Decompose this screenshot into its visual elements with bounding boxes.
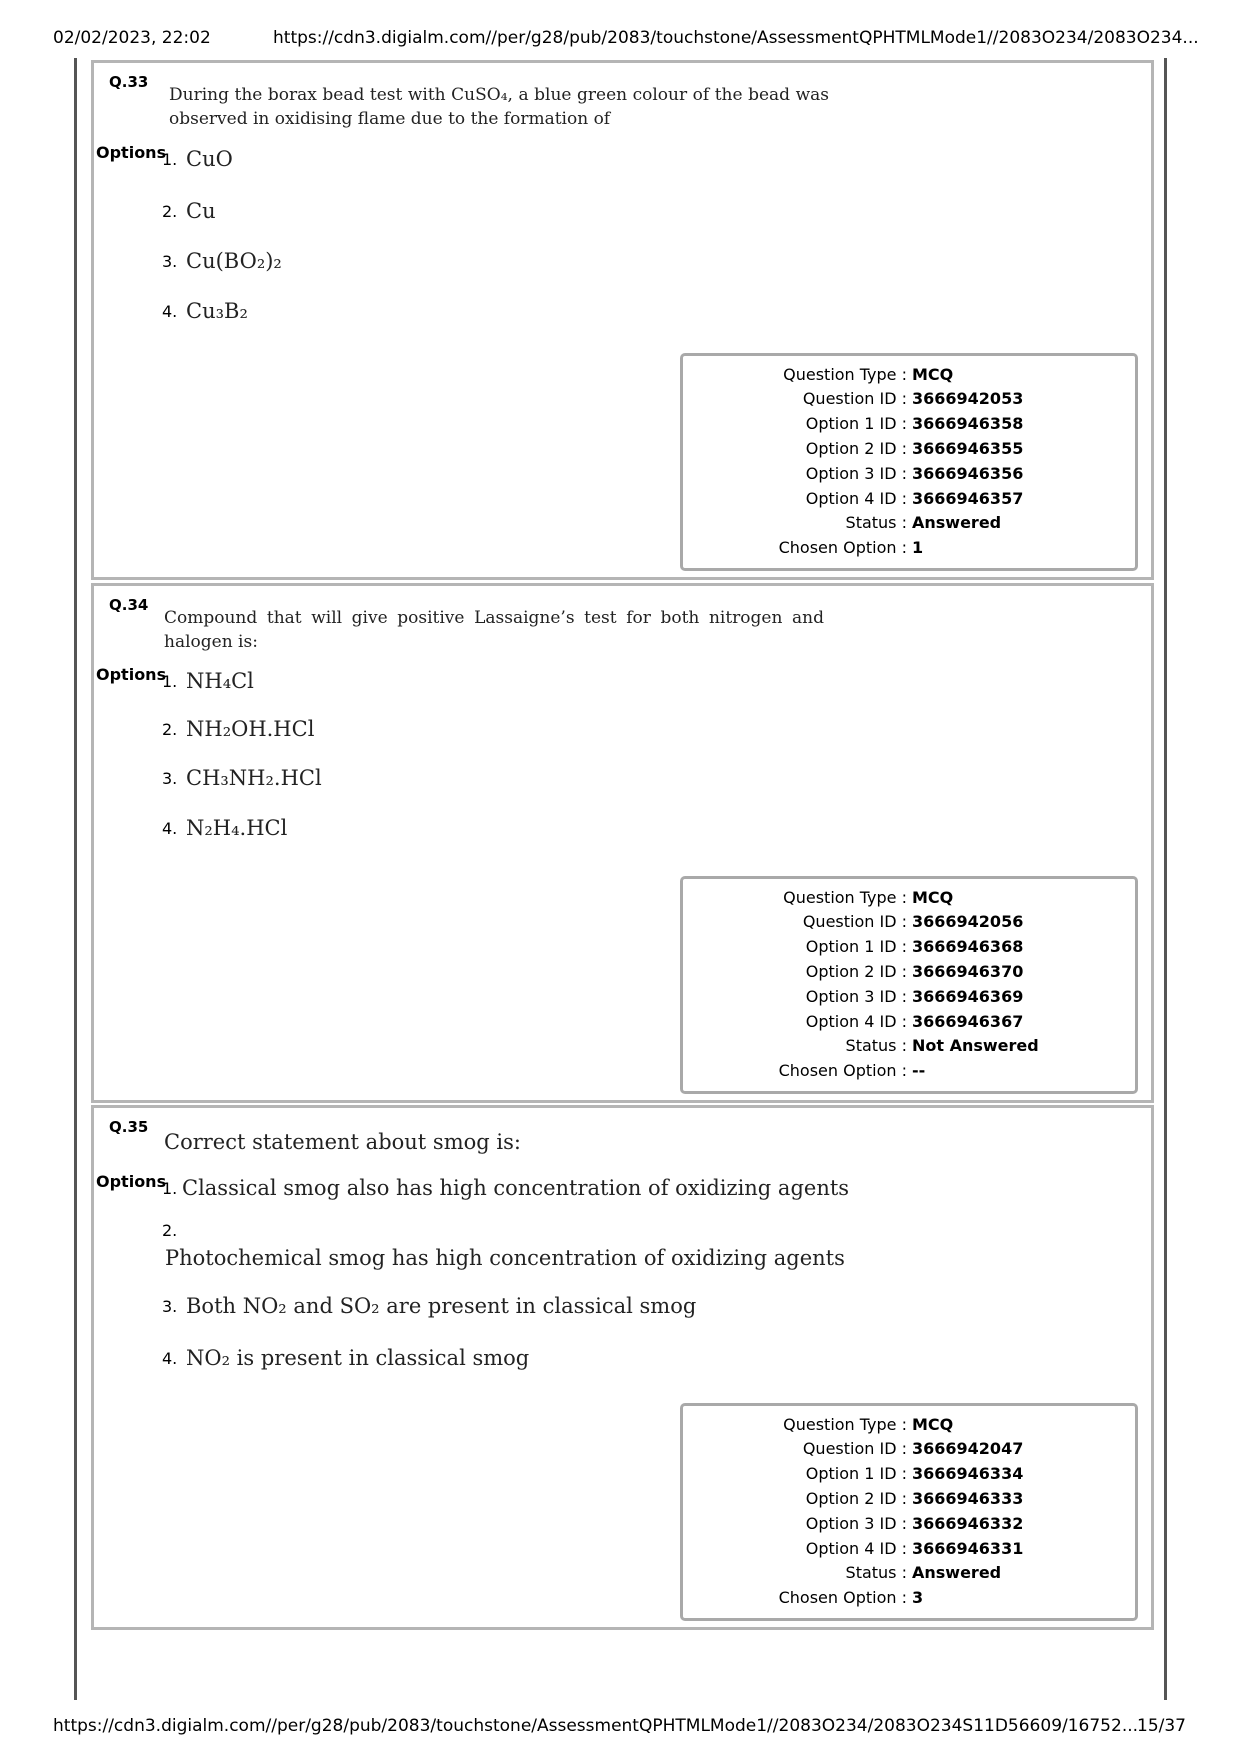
options-label: Options [96, 1172, 167, 1191]
option-1: 1. CuO [162, 147, 233, 171]
option4-id-value: 3666946357 [912, 489, 1024, 508]
option1-id-value: 3666946334 [912, 1464, 1024, 1483]
question-id-value: 3666942053 [912, 389, 1024, 408]
status-value: Not Answered [912, 1036, 1039, 1055]
option3-id-value: 3666946332 [912, 1514, 1024, 1533]
options-label: Options [96, 143, 167, 162]
option-4: 4. NO₂ is present in classical smog [162, 1346, 530, 1370]
option2-id-value: 3666946370 [912, 962, 1024, 981]
option-1: 1. Classical smog also has high concentration of oxidizing agents [162, 1176, 850, 1200]
question-type-value: MCQ [912, 888, 954, 907]
option-2-text: Photochemical smog has high concentration of oxidizing agents [165, 1246, 845, 1270]
option-2: 2. Cu [162, 199, 216, 223]
question-number: Q.35 [109, 1118, 149, 1136]
question-text: During the borax bead test with CuSO₄, a blue green colour of the bead was observed in oxidising flame due to the formation of [169, 85, 829, 129]
question-id-value: 3666942047 [912, 1439, 1024, 1458]
question-number: Q.34 [109, 596, 149, 614]
chosen-option-value: 3 [912, 1588, 924, 1607]
option3-id-value: 3666946369 [912, 987, 1024, 1006]
options-label: Options [96, 665, 167, 684]
option1-id-value: 3666946368 [912, 937, 1024, 956]
question-id-value: 3666942056 [912, 912, 1024, 931]
right-border-line [1164, 58, 1167, 1700]
chosen-option-value: 1 [912, 538, 924, 557]
option-2: 2. NH₂OH.HCl [162, 717, 315, 741]
question-block-33 [91, 60, 1154, 580]
option-2-number: 2. [162, 1221, 178, 1240]
option2-id-value: 3666946333 [912, 1489, 1024, 1508]
option4-id-value: 3666946331 [912, 1539, 1024, 1558]
question-block-34 [91, 583, 1154, 1103]
option1-id-value: 3666946358 [912, 414, 1024, 433]
option3-id-value: 3666946356 [912, 464, 1024, 483]
print-footer-url: https://cdn3.digialm.com//per/g28/pub/2083/touchstone/AssessmentQPHTMLMode1//2083O234/2083O234S11D56609/16752... [53, 1716, 1139, 1736]
question-type-value: MCQ [912, 1415, 954, 1434]
question-number: Q.33 [109, 73, 149, 91]
option-3: 3. Both NO₂ and SO₂ are present in classical smog [162, 1294, 697, 1318]
page-number: 15/37 [1137, 1716, 1186, 1736]
print-header [0, 28, 1240, 52]
option4-id-value: 3666946367 [912, 1012, 1024, 1031]
question-text: Correct statement about smog is: [164, 1130, 521, 1154]
question-type-value: MCQ [912, 365, 954, 384]
question-block-35 [91, 1105, 1154, 1630]
chosen-option-value: -- [912, 1061, 926, 1080]
status-value: Answered [912, 1563, 1002, 1582]
print-footer [0, 1716, 1240, 1740]
option-4: 4. N₂H₄.HCl [162, 816, 288, 840]
option-3: 3. CH₃NH₂.HCl [162, 766, 322, 790]
question-metadata-panel: Question Type : MCQ Question ID : 3666942053 Option 1 ID : 3666946358 Option 2 ID : 3666946355 Option 3 ID : 3666946356 Option 4 ID : 3666946357 Status : Answered Chosen Option : 1 [680, 353, 1138, 571]
status-value: Answered [912, 513, 1002, 532]
question-metadata-panel: Question Type : MCQ Question ID : 3666942047 Option 1 ID : 3666946334 Option 2 ID : 3666946333 Option 3 ID : 3666946332 Option 4 ID : 3666946331 Status : Answered Chosen Option : 3 [680, 1403, 1138, 1621]
question-text: Compound that will give positive Lassaigne’s test for both nitrogen and halogen is: [164, 608, 824, 652]
left-border-line [74, 58, 77, 1700]
option-3: 3. Cu(BO₂)₂ [162, 249, 282, 273]
option-4: 4. Cu₃B₂ [162, 299, 248, 323]
option2-id-value: 3666946355 [912, 439, 1024, 458]
question-metadata-panel: Question Type : MCQ Question ID : 3666942056 Option 1 ID : 3666946368 Option 2 ID : 3666946370 Option 3 ID : 3666946369 Option 4 ID : 3666946367 Status : Not Answered Chosen Option : -- [680, 876, 1138, 1094]
print-datetime: 02/02/2023, 22:02 [53, 28, 211, 48]
print-header-url: https://cdn3.digialm.com//per/g28/pub/2083/touchstone/AssessmentQPHTMLMode1//2083O234/2083O234... [273, 28, 1199, 48]
option-1: 1. NH₄Cl [162, 669, 254, 693]
